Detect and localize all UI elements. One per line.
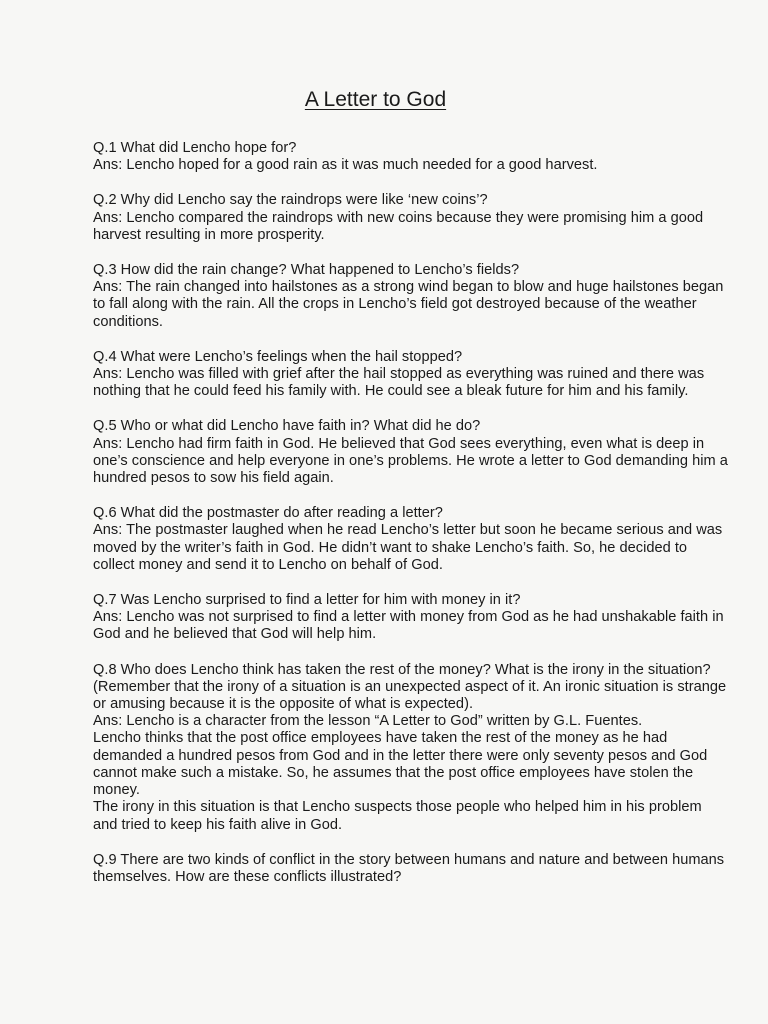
answer-text: Ans: Lencho hoped for a good rain as it was much needed for a good harvest.	[93, 157, 598, 174]
question-text: Q.6 What did the postmaster do after reading a letter?	[93, 505, 443, 522]
qa-block-q3	[93, 262, 728, 331]
answer-text: Ans: The rain changed into hailstones as a strong wind began to blow and huge hailstones began to fall along with the rain. All the crops in Lencho’s field got destroyed because of the weather conditions.	[93, 279, 724, 330]
question-text: Q.9 There are two kinds of conflict in the story between humans and nature and between humans themselves. How are these conflicts illustrated?	[93, 851, 725, 885]
answer-text: Ans: Lencho compared the raindrops with new coins because they were promising him a good harvest resulting in more prosperity.	[93, 209, 704, 243]
question-text: Q.3 How did the rain change? What happened to Lencho’s fields?	[93, 262, 520, 279]
answer-text: Ans: Lencho was not surprised to find a letter with money from God as he had unshakable faith in God and he believed that God will help him.	[93, 609, 724, 643]
question-text: Q.1 What did Lencho hope for?	[93, 140, 297, 156]
question-text: Q.4 What were Lencho’s feelings when the hail stopped?	[93, 348, 463, 365]
document-title	[93, 87, 728, 113]
qa-list	[93, 140, 728, 886]
question-text: Q.5 Who or what did Lencho have faith in? What did he do?	[93, 418, 481, 435]
qa-block-q1	[93, 140, 728, 174]
qa-block-q7	[93, 592, 728, 644]
answer-text: Ans: Lencho is a character from the lesson “A Letter to God” written by G.L. Fuentes.	[93, 713, 643, 730]
qa-block-q2	[93, 192, 728, 244]
question-text: Q.2 Why did Lencho say the raindrops were like ‘new coins’?	[93, 192, 488, 209]
answer-text: Ans: Lencho had firm faith in God. He believed that God sees everything, even what is deep in one’s conscience and help everyone in one’s problems. He wrote a letter to God demanding him a hundred pesos to sow his field again.	[93, 435, 728, 487]
answer-text: Ans: The postmaster laughed when he read Lencho’s letter but soon he became serious and was moved by the writer’s faith in God. He didn’t want to shake Lencho’s faith. So, he decided to collect money and send it to Lencho on behalf of God.	[93, 522, 723, 573]
qa-block-q5	[93, 418, 728, 487]
question-text: Q.8 Who does Lencho think has taken the rest of the money? What is the irony in the situation? (Remember that the irony of a situation is an unexpected aspect of it. An ironic situation is strange or amusing because it is the opposite of what is expected).	[93, 661, 727, 713]
qa-block-q9	[93, 852, 728, 886]
qa-block-q8	[93, 662, 728, 834]
qa-block-q4	[93, 349, 728, 401]
document-title-text: A Letter to God	[304, 88, 447, 111]
answer-text: Ans: Lencho was filled with grief after the hail stopped as everything was ruined and there was nothing that he could feed his family with. He could see a bleak future for him and his family.	[93, 366, 705, 400]
question-text: Q.7 Was Lencho surprised to find a letter for him with money in it?	[93, 592, 521, 609]
qa-block-q6	[93, 505, 728, 574]
answer-text: Lencho thinks that the post office employees have taken the rest of the money as he had demanded a hundred pesos from God and in the letter there were only seventy pesos and God cannot make such a mistake. So, he assumes that the post office employees have stolen the money.	[93, 730, 708, 799]
answer-text: The irony in this situation is that Lencho suspects those people who helped him in his problem and tried to keep his faith alive in God.	[93, 799, 702, 833]
